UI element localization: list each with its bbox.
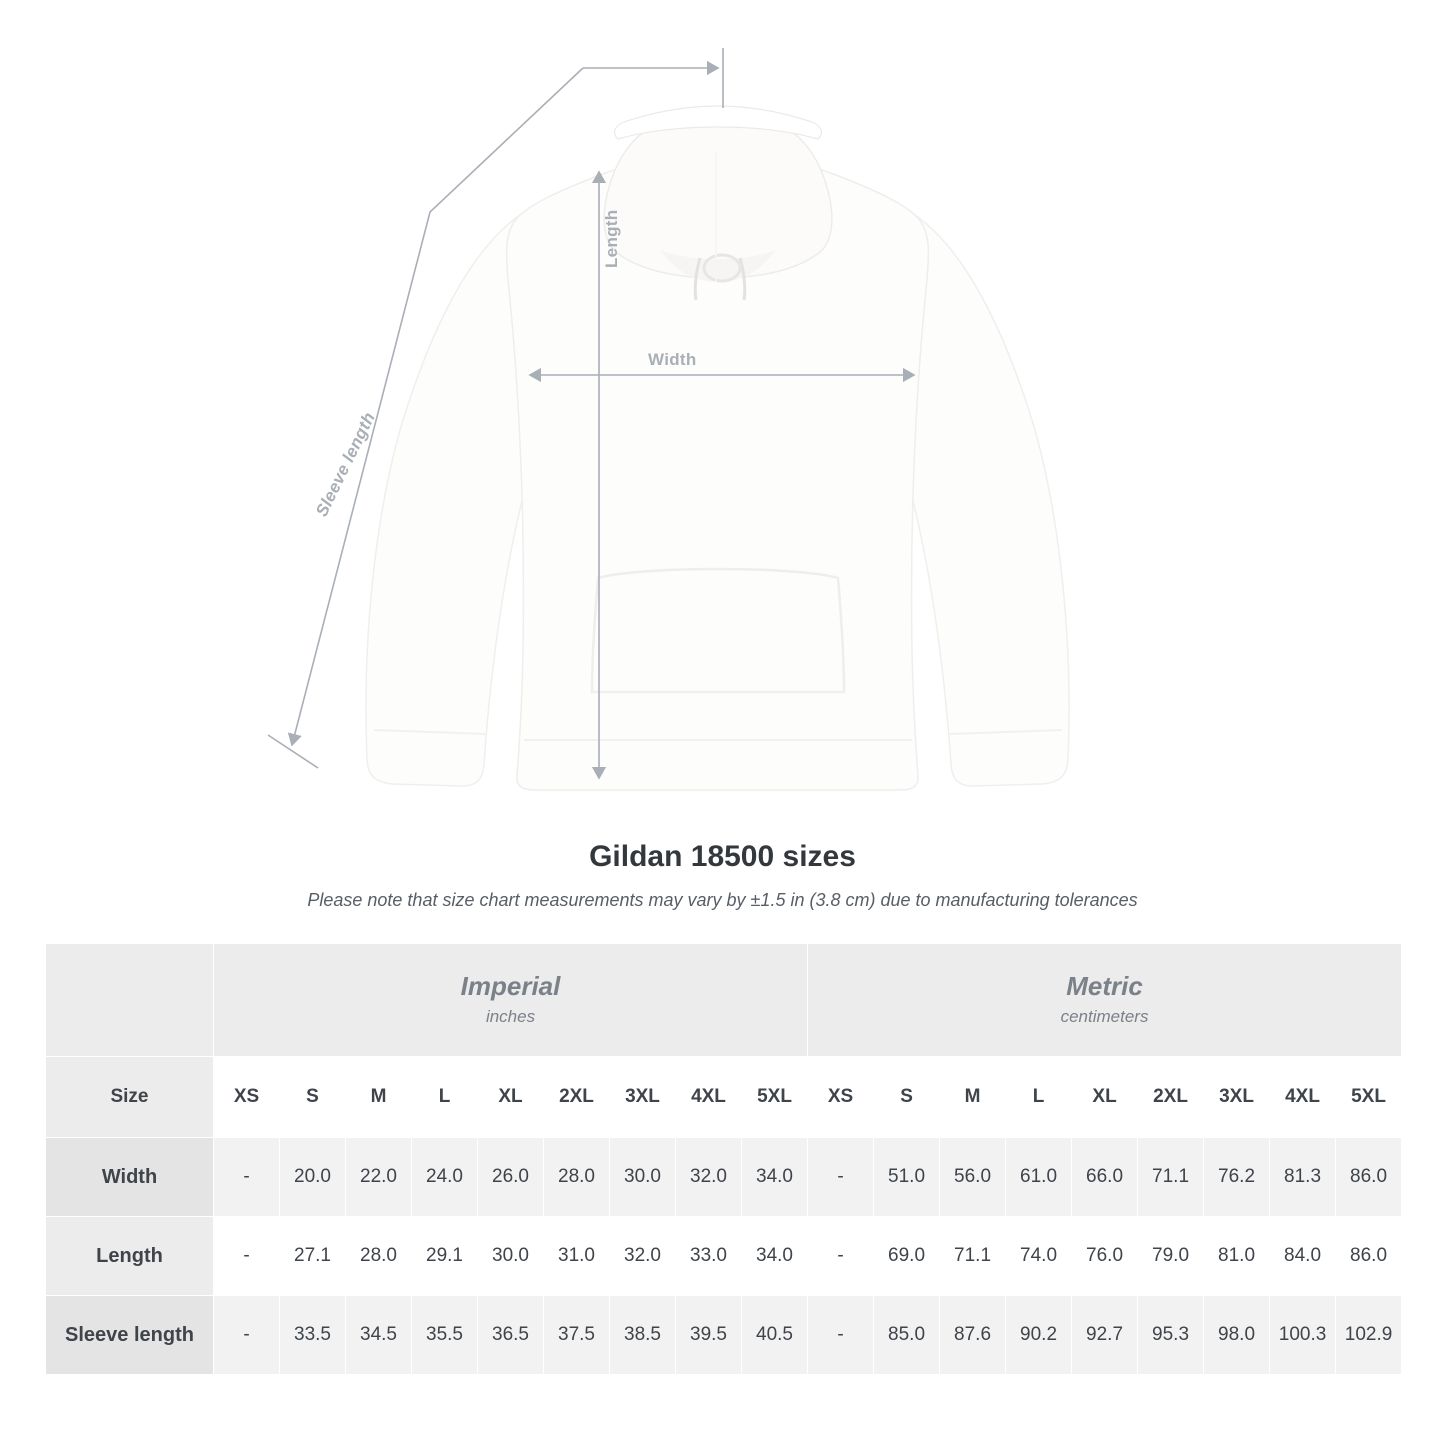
cell-length-imperial-xs: - [214,1217,280,1296]
cell-length-imperial-xl: 30.0 [478,1217,544,1296]
cell-sleeve-metric-s: 85.0 [874,1296,940,1375]
cell-length-metric-2xl: 79.0 [1138,1217,1204,1296]
cell-sleeve-metric-5xl: 102.9 [1336,1296,1402,1375]
size-header-metric-s: S [874,1057,940,1138]
size-header-metric-l: L [1006,1057,1072,1138]
cell-length-imperial-4xl: 33.0 [676,1217,742,1296]
size-header-imperial-3xl: 3XL [610,1057,676,1138]
cell-sleeve-imperial-3xl: 38.5 [610,1296,676,1375]
row-label-header: Size [46,1057,214,1138]
cell-width-imperial-4xl: 32.0 [676,1138,742,1217]
cell-sleeve-metric-xl: 92.7 [1072,1296,1138,1375]
cell-width-imperial-xl: 26.0 [478,1138,544,1217]
cell-width-metric-l: 61.0 [1006,1138,1072,1217]
cell-width-metric-5xl: 86.0 [1336,1138,1402,1217]
size-header-metric-m: M [940,1057,1006,1138]
cell-width-metric-2xl: 71.1 [1138,1138,1204,1217]
cell-sleeve-metric-3xl: 98.0 [1204,1296,1270,1375]
size-header-imperial-5xl: 5XL [742,1057,808,1138]
cell-sleeve-imperial-xs: - [214,1296,280,1375]
size-table [45,943,1402,1375]
size-header-metric-xs: XS [808,1057,874,1138]
unit-header-row [46,944,1402,1057]
cell-length-metric-xs: - [808,1217,874,1296]
sleeve-length-dimension-label: Sleeve length [312,409,379,520]
cell-sleeve-metric-4xl: 100.3 [1270,1296,1336,1375]
size-header-imperial-xl: XL [478,1057,544,1138]
size-header-imperial-l: L [412,1057,478,1138]
size-table-wrapper [45,943,1400,1375]
cell-width-imperial-2xl: 28.0 [544,1138,610,1217]
cell-sleeve-imperial-m: 34.5 [346,1296,412,1375]
cell-length-imperial-2xl: 31.0 [544,1217,610,1296]
cell-width-metric-m: 56.0 [940,1138,1006,1217]
title-block [0,840,1445,911]
cell-width-metric-3xl: 76.2 [1204,1138,1270,1217]
cell-sleeve-metric-l: 90.2 [1006,1296,1072,1375]
size-header-metric-4xl: 4XL [1270,1057,1336,1138]
row-label-width: Width [46,1138,214,1217]
unit-sub-metric: centimeters [1060,1006,1149,1026]
cell-length-metric-4xl: 84.0 [1270,1217,1336,1296]
cell-width-metric-xs: - [808,1138,874,1217]
cell-sleeve-imperial-l: 35.5 [412,1296,478,1375]
cell-width-metric-4xl: 81.3 [1270,1138,1336,1217]
cell-length-metric-l: 74.0 [1006,1217,1072,1296]
cell-width-imperial-m: 22.0 [346,1138,412,1217]
table-row [46,1138,1402,1217]
cell-sleeve-metric-xs: - [808,1296,874,1375]
cell-sleeve-metric-m: 87.6 [940,1296,1006,1375]
unit-name-imperial: Imperial [460,971,561,1002]
unit-header-imperial [214,944,808,1057]
length-dimension-label: Length [602,209,621,268]
size-header-metric-xl: XL [1072,1057,1138,1138]
page-title: Gildan 18500 sizes [589,840,856,873]
cell-length-metric-3xl: 81.0 [1204,1217,1270,1296]
table-row [46,1217,1402,1296]
cell-length-imperial-s: 27.1 [280,1217,346,1296]
cell-sleeve-metric-2xl: 95.3 [1138,1296,1204,1375]
row-label-sleeve-length: Sleeve length [46,1296,214,1375]
size-header-imperial-m: M [346,1057,412,1138]
cell-length-imperial-3xl: 32.0 [610,1217,676,1296]
size-header-imperial-xs: XS [214,1057,280,1138]
cell-width-metric-s: 51.0 [874,1138,940,1217]
cell-length-metric-m: 71.1 [940,1217,1006,1296]
cell-sleeve-imperial-s: 33.5 [280,1296,346,1375]
size-header-metric-3xl: 3XL [1204,1057,1270,1138]
cell-sleeve-imperial-xl: 36.5 [478,1296,544,1375]
unit-name-metric: Metric [1066,971,1143,1002]
cell-width-imperial-5xl: 34.0 [742,1138,808,1217]
cell-length-metric-xl: 76.0 [1072,1217,1138,1296]
cell-length-metric-5xl: 86.0 [1336,1217,1402,1296]
unit-sub-imperial: inches [485,1006,536,1026]
unit-header-metric [808,944,1402,1057]
cell-sleeve-imperial-4xl: 39.5 [676,1296,742,1375]
row-label-length: Length [46,1217,214,1296]
tolerance-note: Please note that size chart measurements may vary by ±1.5 in (3.8 cm) due to manufacturing tolerances [307,890,1138,910]
cell-length-imperial-m: 28.0 [346,1217,412,1296]
size-header-metric-2xl: 2XL [1138,1057,1204,1138]
size-header-row [46,1057,1402,1138]
size-header-imperial-s: S [280,1057,346,1138]
cell-length-metric-s: 69.0 [874,1217,940,1296]
hoodie-shape [366,106,1069,790]
cell-sleeve-imperial-2xl: 37.5 [544,1296,610,1375]
width-dimension-label: Width [648,350,697,369]
cell-width-imperial-s: 20.0 [280,1138,346,1217]
cell-width-imperial-3xl: 30.0 [610,1138,676,1217]
cell-sleeve-imperial-5xl: 40.5 [742,1296,808,1375]
cell-width-imperial-l: 24.0 [412,1138,478,1217]
cell-length-imperial-5xl: 34.0 [742,1217,808,1296]
cell-width-imperial-xs: - [214,1138,280,1217]
cell-length-imperial-l: 29.1 [412,1217,478,1296]
size-header-imperial-4xl: 4XL [676,1057,742,1138]
table-row [46,1296,1402,1375]
cell-width-metric-xl: 66.0 [1072,1138,1138,1217]
unit-header-spacer [46,944,214,1057]
size-header-metric-5xl: 5XL [1336,1057,1402,1138]
size-header-imperial-2xl: 2XL [544,1057,610,1138]
